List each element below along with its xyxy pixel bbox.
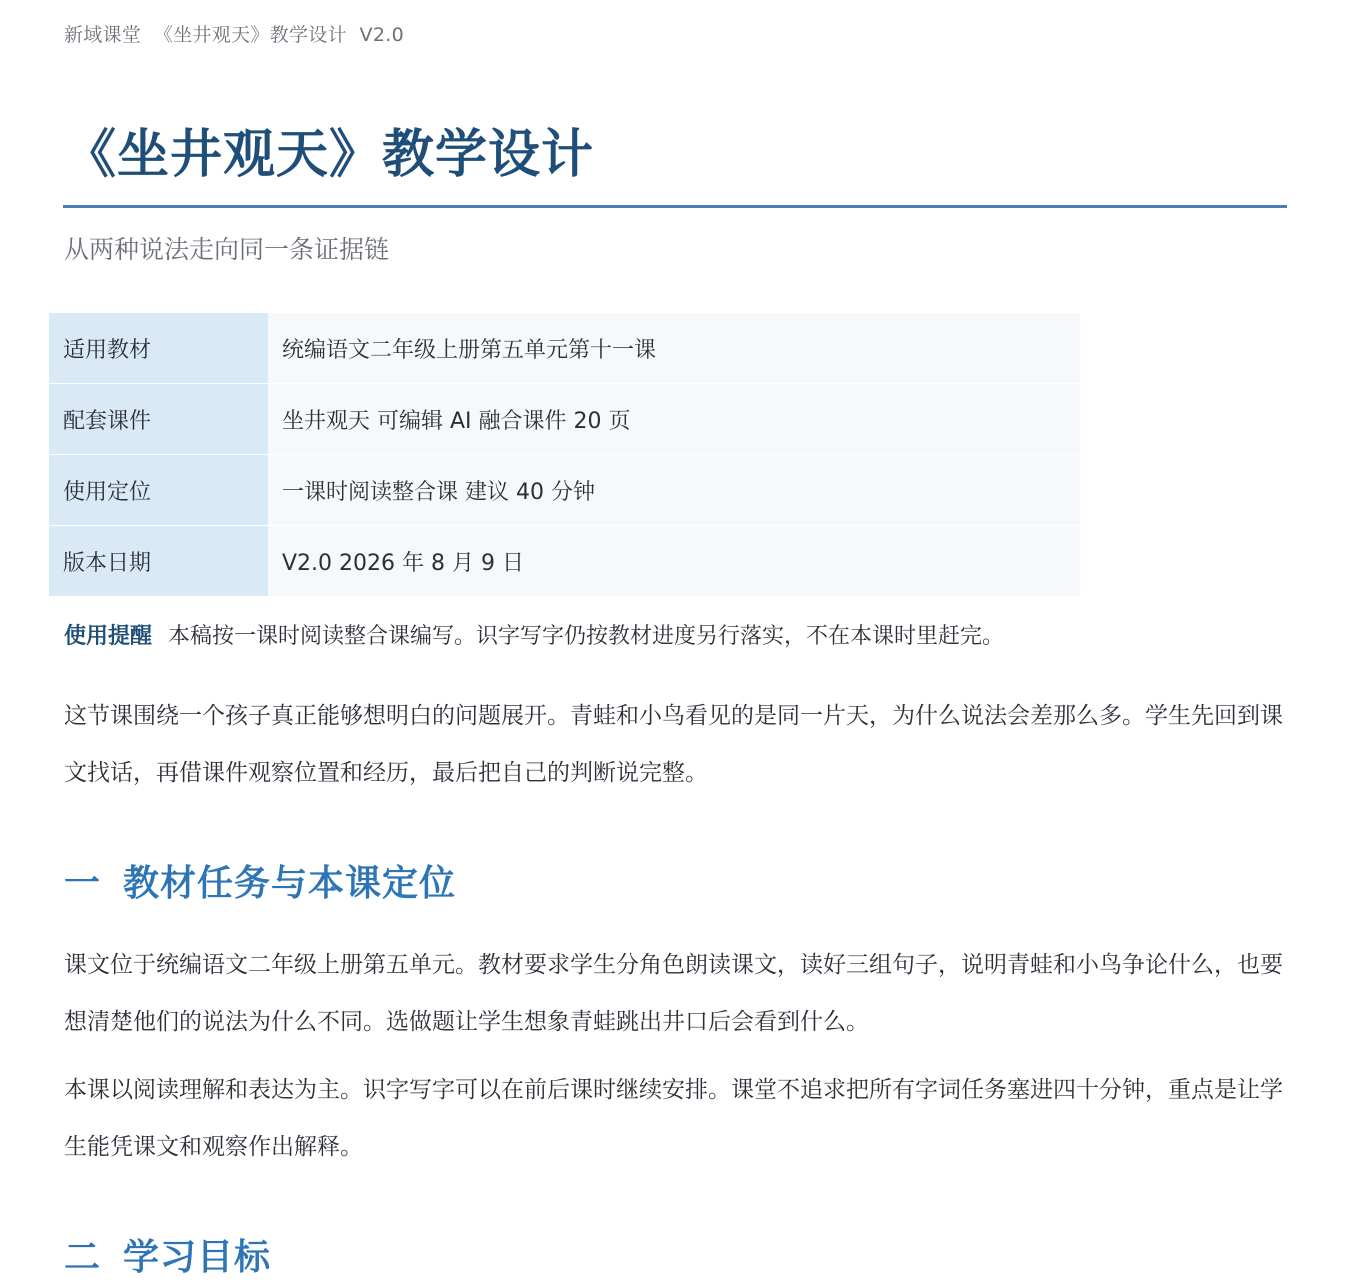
info-label: 使用定位 [49,455,268,526]
document-subtitle: 从两种说法走向同一条证据链 [64,235,390,264]
section-paragraph: 本课以阅读理解和表达为主。识字写字可以在前后课时继续安排。课堂不追求把所有字词任务塞进四十分钟，重点是让学生能凭课文和观察作出解释。 [64,1077,1283,1160]
section-paragraph: 课文位于统编语文二年级上册第五单元。教材要求学生分角色朗读课文，读好三组句子，说明青蛙和小鸟争论什么，也要想清楚他们的说法为什么不同。选做题让学生想象青蛙跳出井口后会看到什么。 [64,952,1283,1035]
section-heading [64,1232,271,1284]
info-value: 统编语文二年级上册第五单元第十一课 [268,313,1080,384]
table-row [49,455,1080,526]
info-value: 坐井观天 可编辑 AI 融合课件 20 页 [268,384,1080,455]
table-row [49,313,1080,384]
table-row [49,526,1080,597]
table-row [49,384,1080,455]
intro-paragraph: 这节课围绕一个孩子真正能够想明白的问题展开。青蛙和小鸟看见的是同一片天，为什么说法会差那么多。学生先回到课文找话，再借课件观察位置和经历，最后把自己的判断说完整。 [64,703,1283,786]
info-label: 适用教材 [49,313,268,384]
section-number: 一 [64,863,102,904]
info-label: 版本日期 [49,526,268,597]
usage-reminder [64,619,1004,655]
running-header: 新域课堂 《坐井观天》教学设计 V2.0 [64,24,404,46]
info-value: V2.0 2026 年 8 月 9 日 [268,526,1080,597]
section-heading [64,858,456,910]
info-value: 一课时阅读整合课 建议 40 分钟 [268,455,1080,526]
section-title: 学习目标 [123,1237,272,1278]
reminder-text: 本稿按一课时阅读整合课编写。识字写字仍按教材进度另行落实，不在本课时里赶完。 [168,624,1005,649]
title-divider [63,205,1287,208]
section-number: 二 [64,1237,102,1278]
document-title: 《坐井观天》教学设计 [64,125,595,185]
reminder-tag: 使用提醒 [64,624,153,649]
course-info-table [49,313,1080,596]
section-title: 教材任务与本课定位 [123,863,457,904]
info-label: 配套课件 [49,384,268,455]
